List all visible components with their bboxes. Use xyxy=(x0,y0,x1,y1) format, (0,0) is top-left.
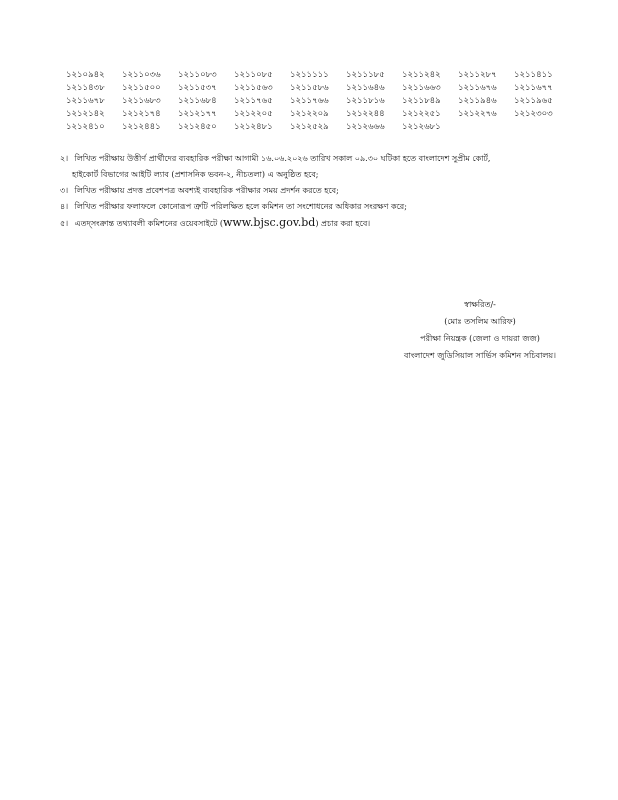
roll-number-cell: ১২১১৬৮৩ xyxy=(122,96,161,106)
table-row xyxy=(66,108,570,121)
signed-text: স্বাক্ষরিত/- xyxy=(464,300,496,309)
roll-number-cell: ১২১১০৮৫ xyxy=(234,70,273,80)
table-row xyxy=(66,69,570,82)
roll-number-cell: ১২১১৫৮৬ xyxy=(290,83,329,93)
note-number: ২। xyxy=(60,154,69,163)
roll-number-cell: ১২১১৭৬৬ xyxy=(290,96,329,106)
roll-number-cell: ১২১১৬৮৪ xyxy=(178,96,217,106)
roll-number-cell: ১২১২২৫১ xyxy=(402,109,441,119)
roll-number-cell: ১২১১৯৬৫ xyxy=(514,96,553,106)
table-row xyxy=(66,95,570,108)
roll-number-cell: ১২১২১৪২ xyxy=(66,109,105,119)
signatory-name: (মোঃ তসলিম আরিফ) xyxy=(444,317,516,326)
note-text: লিখিত পরীক্ষায় উত্তীর্ণ প্রার্থীদের ব্যবহারিক পরীক্ষা আগামী ১৬.০৬.২০২৬ তারিখ সকাল ০৯.৩০ ঘটিকা হতে বাংলাদেশ সুপ্রীম কোর্ট, xyxy=(74,154,491,163)
roll-number-cell: ১২১১৫০০ xyxy=(122,83,161,93)
roll-number-cell: ১২১২৩০৩ xyxy=(514,109,553,119)
roll-number-cell: ১২১১৬৭৮ xyxy=(66,96,105,106)
roll-number-cell: ১২১২২০৫ xyxy=(234,109,273,119)
roll-number-cell: ১২১১৬৭৬ xyxy=(458,83,497,93)
roll-number-cell: ১২১২১৭৪ xyxy=(122,109,161,119)
roll-number-cell xyxy=(458,121,514,134)
roll-number-cell: ১২১১৫৬৩ xyxy=(234,83,273,93)
table-row xyxy=(66,82,570,95)
roll-number-cell: ১২১১৬৬৩ xyxy=(402,83,441,93)
roll-number-cell: ১২১১০৩৬ xyxy=(122,70,161,80)
signature-block xyxy=(380,296,580,364)
note-5 xyxy=(60,215,580,232)
roll-number-cell: ১২১১১১১ xyxy=(290,70,329,80)
roll-number-table xyxy=(66,69,570,134)
roll-number-cell: ১২১১৪৩৮ xyxy=(66,83,105,93)
notes-section xyxy=(60,151,580,232)
table-row xyxy=(66,121,570,134)
roll-number-cell: ১২১১৬৪৬ xyxy=(346,83,385,93)
roll-number-cell: ১২১১৮১৬ xyxy=(346,96,385,106)
note-number: ৩। xyxy=(60,186,69,195)
roll-number-cell: ১২১১৯৪৬ xyxy=(458,96,497,106)
roll-number-cell: ১২১১৫৩৭ xyxy=(178,83,217,93)
roll-number-cell: ১২১২৪৪১ xyxy=(122,122,161,132)
website-text: www.bjsc.gov.bd xyxy=(222,216,316,229)
roll-number-cell: ১২১২৪১০ xyxy=(66,122,105,132)
roll-number-cell: ১২১০৯৪২ xyxy=(66,70,105,80)
note-text-before: এতদ্‌সংক্রান্ত তথ্যাবলী কমিশনের ওয়েবসাইটে ( xyxy=(74,219,223,228)
roll-number-cell xyxy=(514,121,570,134)
roll-number-cell: ১২১১৭৬৫ xyxy=(234,96,273,106)
roll-number-cell: ১২১২২০৯ xyxy=(290,109,329,119)
note-number: ৫। xyxy=(60,219,69,228)
roll-number-cell: ১২১১২৮৭ xyxy=(458,70,497,80)
note-text-after: ) প্রচার করা হবে। xyxy=(315,219,371,228)
roll-number-cell: ১২১২৫২৯ xyxy=(290,122,329,132)
note-number: ৪। xyxy=(60,202,69,211)
roll-number-cell: ১২১২২৪৪ xyxy=(346,109,385,119)
roll-number-cell: ১২১২৪৫০ xyxy=(178,122,217,132)
roll-number-cell: ১২১১২৪২ xyxy=(402,70,441,80)
roll-number-cell: ১২১১৬৭৭ xyxy=(514,83,553,93)
note-text: লিখিত পরীক্ষায় প্রদত্ত প্রবেশপত্র অবশ্যই ব্যবহারিক পরীক্ষার সময় প্রদর্শন করতে হবে; xyxy=(74,186,339,195)
note-text: লিখিত পরীক্ষার ফলাফলে কোনোরূপ ত্রুটি পরিলক্ষিত হলে কমিশন তা সংশোধনের অধিকার সংরক্ষণ করে; xyxy=(74,202,407,211)
roll-number-cell: ১২১১১৮৫ xyxy=(346,70,385,80)
roll-number-cell: ১২১২২৭৬ xyxy=(458,109,497,119)
roll-number-cell: ১২১২৪৮১ xyxy=(234,122,273,132)
roll-number-cell: ১২১১০৮৩ xyxy=(178,70,217,80)
roll-number-cell: ১২১১৮৪৯ xyxy=(402,96,441,106)
roll-number-table-body xyxy=(66,69,570,134)
signatory-office: বাংলাদেশ জুডিসিয়াল সার্ভিস কমিশন সচিবালয়। xyxy=(404,351,556,360)
note-text-continued: হাইকোর্ট বিভাগের আইটি ল্যাব (প্রশাসনিক ভবন-২, নীচতলা) এ অনুষ্ঠিত হবে; xyxy=(72,170,319,179)
roll-number-cell: ১২১২৬৮১ xyxy=(402,122,441,132)
roll-number-cell: ১২১২১৭৭ xyxy=(178,109,217,119)
roll-number-cell: ১২১১৪১১ xyxy=(514,70,553,80)
note-4 xyxy=(60,199,580,215)
note-2 xyxy=(60,151,580,183)
roll-number-cell: ১২১২৬৬৬ xyxy=(346,122,385,132)
signatory-designation: পরীক্ষা নিয়ন্ত্রক (জেলা ও দায়রা জজ) xyxy=(420,334,540,343)
note-3 xyxy=(60,183,580,199)
